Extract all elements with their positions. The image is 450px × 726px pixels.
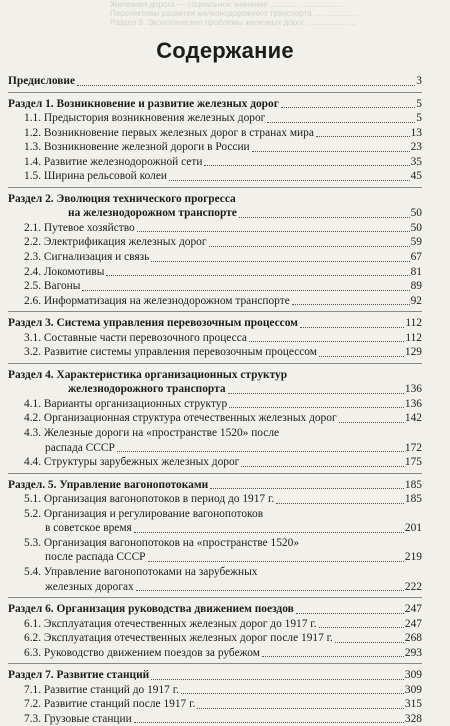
dot-leader — [106, 275, 409, 276]
dot-leader — [134, 532, 404, 533]
dot-leader — [300, 327, 404, 328]
page-number: 309 — [404, 683, 422, 696]
toc-subsection-entry — [8, 345, 422, 360]
toc-subsection-entry — [8, 140, 422, 155]
page-number: 247 — [404, 617, 422, 630]
toc-subsection-entry — [8, 169, 422, 184]
page-number: 129 — [404, 346, 422, 359]
toc-entry-title: 5.3. Организация вагонопотоков на «пространстве 1520» — [24, 536, 300, 549]
toc-entry-title: 2.6. Информатизация на железнодорожном транспорте — [24, 294, 290, 307]
dot-leader — [148, 561, 404, 562]
dot-leader — [181, 693, 404, 694]
toc-subsection-entry — [8, 565, 422, 594]
toc-entry-title: 4.2. Организационная структура отечественных железных дорог — [24, 412, 337, 425]
toc-entry-title-continued: железных дорогах — [45, 580, 134, 593]
toc-entry-title: 4.4. Структуры зарубежных железных дорог — [24, 456, 240, 469]
dot-leader — [204, 165, 409, 166]
page-title: Содержание — [156, 38, 294, 63]
toc-section-entry — [8, 74, 422, 89]
toc-subsection-entry — [8, 111, 422, 126]
toc-subsection-entry — [8, 155, 422, 170]
dot-leader — [134, 722, 404, 723]
page-number: 142 — [404, 412, 422, 425]
page-number: 136 — [404, 383, 422, 396]
dot-leader — [276, 503, 404, 504]
dot-leader — [296, 613, 404, 614]
toc-subsection-entry — [8, 265, 422, 280]
toc-subsection-entry — [8, 221, 422, 236]
dot-leader — [262, 656, 404, 657]
toc-entry-title: Раздел 4. Характеристика организационных структур — [8, 368, 288, 381]
toc-entry-title: Раздел 7. Развитие станций — [8, 669, 150, 682]
dot-leader — [319, 627, 404, 628]
dot-leader — [229, 407, 404, 408]
toc-entry-title: 1.5. Ширина рельсовой колеи — [24, 170, 167, 183]
toc-entry-title: 7.1. Развитие станций до 1917 г. — [24, 683, 179, 696]
toc-entry-title: 5.1. Организация вагонопотоков в период до 1917 г. — [24, 493, 275, 506]
toc-subsection-entry — [8, 279, 422, 294]
dot-leader — [117, 451, 404, 452]
toc-entry-title: 4.3. Железные дороги на «пространстве 1520» после — [24, 427, 280, 440]
toc-subsection-entry — [8, 331, 422, 346]
toc-entry-title: 2.1. Путевое хозяйство — [24, 221, 135, 234]
page-number: 13 — [410, 126, 422, 139]
toc-entry-title: 1.3. Возникновение железной дороги в России — [24, 141, 250, 154]
toc-entry-title-continued: распада СССР — [45, 441, 115, 454]
dot-leader — [249, 341, 404, 342]
toc-subsection-entry — [8, 126, 422, 141]
page-number: 219 — [404, 551, 422, 564]
toc-entry-title: 1.4. Развитие железнодорожной сети — [24, 155, 203, 168]
page-number: 45 — [410, 170, 422, 183]
page-number: 185 — [404, 478, 422, 491]
toc-entry-title: Раздел 2. Эволюция технического прогресса — [8, 192, 236, 205]
dot-leader — [339, 422, 404, 423]
toc-entry-title: 6.2. Эксплуатация отечественных железных дорог после 1917 г. — [24, 632, 333, 645]
page-number: 92 — [410, 294, 422, 307]
section-separator — [8, 473, 422, 474]
page-number: 59 — [410, 236, 422, 249]
page-number: 89 — [410, 280, 422, 293]
toc-subsection-entry — [8, 235, 422, 250]
dot-leader — [319, 356, 404, 357]
toc-section-entry — [8, 92, 422, 112]
page-number: 35 — [410, 155, 422, 168]
page-number: 5 — [416, 112, 422, 125]
page-number: 67 — [410, 251, 422, 264]
dot-leader — [77, 85, 415, 86]
page-number: 247 — [404, 603, 422, 616]
section-separator — [8, 363, 422, 364]
dot-leader — [241, 466, 404, 467]
page-number: 81 — [410, 265, 422, 278]
dot-leader — [210, 488, 404, 489]
toc-entry-title: Раздел. 5. Управление вагонопотоками — [8, 478, 209, 491]
toc-subsection-entry — [8, 507, 422, 536]
bleed-through-text — [0, 0, 450, 34]
toc-entry-title: 2.2. Электрификация железных дорог — [24, 236, 207, 249]
toc-subsection-entry — [8, 426, 422, 455]
page-number: 309 — [404, 669, 422, 682]
bleed-line: Перспективы развития железнодорожного транспорта .................... — [110, 9, 359, 18]
toc-entry-title: Раздел 3. Система управления перевозочным процессом — [8, 317, 298, 330]
toc-subsection-entry — [8, 617, 422, 632]
bleed-line: Железная дорога — социальное значение .................................. — [110, 0, 346, 9]
section-separator — [8, 187, 422, 188]
toc-section-entry — [8, 363, 422, 397]
dot-leader — [151, 261, 409, 262]
dot-leader — [281, 107, 415, 108]
toc-section-entry — [8, 187, 422, 221]
dot-leader — [151, 679, 404, 680]
toc-entry-title: 5.2. Организация и регулирование вагонопотоков — [24, 507, 264, 520]
toc-section-entry — [8, 473, 422, 493]
toc-entry-title: Раздел 6. Организация руководства движением поездов — [8, 603, 294, 616]
section-separator — [8, 663, 422, 664]
toc-subsection-entry — [8, 646, 422, 661]
page-number: 293 — [404, 646, 422, 659]
toc-subsection-entry — [8, 411, 422, 426]
section-separator — [8, 311, 422, 312]
section-separator — [8, 92, 422, 93]
page-number: 201 — [404, 522, 422, 535]
toc-subsection-entry — [8, 683, 422, 698]
toc-entry-title-continued: на железнодорожном транспорте — [68, 207, 237, 220]
page-number: 175 — [404, 456, 422, 469]
page-number: 268 — [404, 632, 422, 645]
page-number: 112 — [405, 317, 422, 330]
toc-subsection-entry — [8, 455, 422, 470]
toc-subsection-entry — [8, 397, 422, 412]
dot-leader — [228, 393, 404, 394]
toc-subsection-entry — [8, 697, 422, 712]
dot-leader — [137, 231, 410, 232]
toc-entry-title: Раздел 1. Возникновение и развитие железных дорог — [8, 97, 279, 110]
dot-leader — [239, 217, 410, 218]
toc-entry-title: 7.2. Развитие станций после 1917 г. — [24, 698, 196, 711]
dot-leader — [197, 708, 404, 709]
toc-entry-title: 7.3. Грузовые станции — [24, 712, 132, 725]
toc-section-entry — [8, 311, 422, 331]
toc-entry-title: 3.2. Развитие системы управления перевозочным процессом — [24, 346, 317, 359]
dot-leader — [316, 136, 410, 137]
table-of-contents — [8, 74, 422, 726]
page-number: 5 — [416, 97, 422, 110]
toc-entry-title: 2.3. Сигнализация и связь — [24, 251, 150, 264]
toc-entry-title: 1.1. Предыстория возникновения железных дорог — [24, 112, 266, 125]
toc-section-entry — [8, 597, 422, 617]
section-separator — [8, 597, 422, 598]
page-number: 315 — [404, 698, 422, 711]
toc-entry-title-continued: железнодорожного транспорта — [68, 383, 226, 396]
page-number: 222 — [404, 580, 422, 593]
page-number: 172 — [404, 441, 422, 454]
dot-leader — [252, 151, 410, 152]
dot-leader — [335, 642, 404, 643]
toc-entry-title: 6.3. Руководство движением поездов за рубежом — [24, 646, 260, 659]
dot-leader — [209, 246, 410, 247]
dot-leader — [82, 290, 409, 291]
dot-leader — [267, 122, 415, 123]
dot-leader — [169, 180, 410, 181]
toc-entry-title: 1.2. Возникновение первых железных дорог в странах мира — [24, 126, 314, 139]
bleed-line: Раздел 8. Экологические проблемы железных дорог ...................... — [110, 18, 356, 27]
toc-entry-title: 3.1. Составные части перевозочного процесса — [24, 331, 247, 344]
toc-subsection-entry — [8, 536, 422, 565]
page-number: 185 — [404, 493, 422, 506]
toc-entry-title: 5.4. Управление вагонопотоками на зарубежных — [24, 565, 258, 578]
page-number: 23 — [410, 141, 422, 154]
toc-entry-title: 2.5. Вагоны — [24, 280, 81, 293]
toc-entry-title: Предисловие — [8, 75, 76, 87]
dot-leader — [136, 590, 404, 591]
page-number: 50 — [410, 221, 422, 234]
toc-entry-title: 2.4. Локомотивы — [24, 265, 105, 278]
toc-subsection-entry — [8, 712, 422, 726]
dot-leader — [292, 304, 410, 305]
page-number: 3 — [416, 75, 422, 87]
toc-subsection-entry — [8, 492, 422, 507]
page-number: 328 — [404, 712, 422, 725]
toc-subsection-entry — [8, 250, 422, 265]
toc-subsection-entry — [8, 294, 422, 309]
toc-section-entry — [8, 663, 422, 683]
toc-entry-title-continued: в советское время — [45, 522, 132, 535]
toc-entry-title-continued: после распада СССР — [45, 551, 146, 564]
page-number: 136 — [404, 397, 422, 410]
toc-subsection-entry — [8, 631, 422, 646]
toc-entry-title: 4.1. Варианты организационных структур — [24, 397, 228, 410]
page-number: 112 — [405, 331, 422, 344]
page-number: 50 — [410, 207, 422, 220]
toc-entry-title: 6.1. Эксплуатация отечественных железных дорог до 1917 г. — [24, 617, 317, 630]
